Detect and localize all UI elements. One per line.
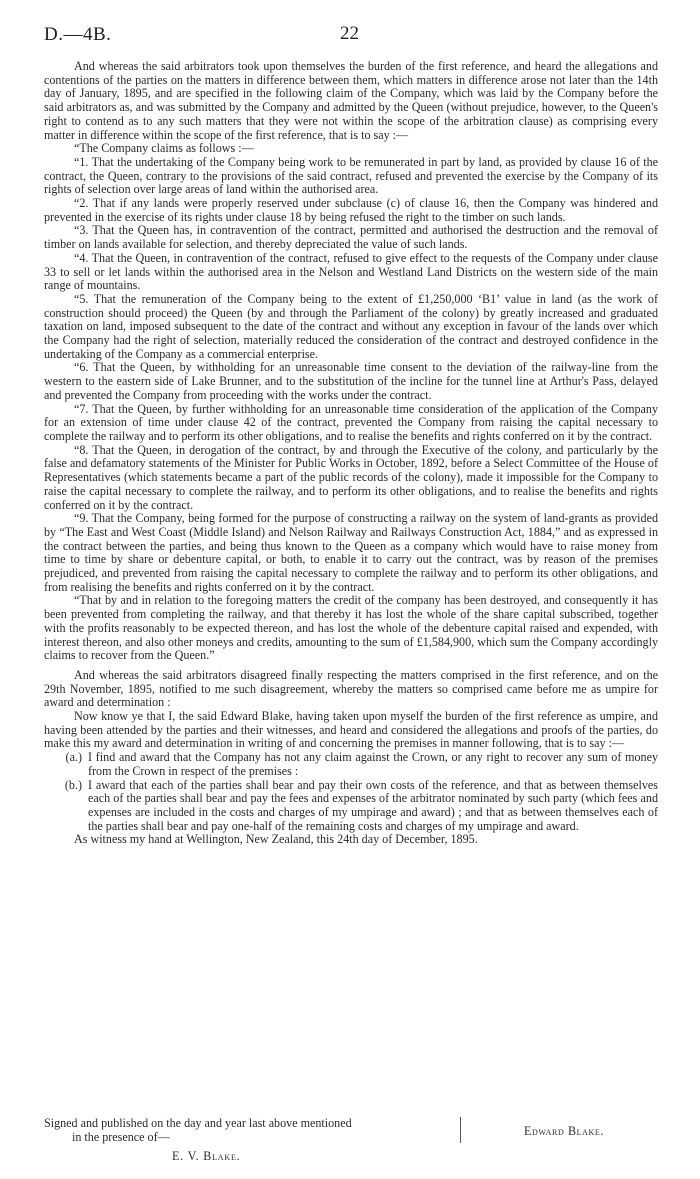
award-item-label: (a.) bbox=[65, 750, 82, 765]
witness-name: E. V. Blake. bbox=[172, 1149, 241, 1163]
document-body bbox=[44, 60, 658, 847]
paragraph-recital: And whereas the said arbitrators took upon themselves the burden of the first reference, and heard the allegations and contentions of the parties on the matters in difference between them, which matters in difference arose not later than the 14th day of January, 1895, and are specified in the following claim of the Company, which was laid by the Company before the said arbitrators as, and was submitted by the Company and admitted by the Queen (without prejudice, however, to the Queen's right to contend as to any such matters that they were not within the scope of the arbitration clause) as comprising every matter in difference within the scope of the first reference, that is to say :— bbox=[44, 59, 658, 142]
claim-8: “8. That the Queen, in derogation of the contract, by and through the Executive of the colony, and particularly by the false and defamatory statements of the Minister for Public Works in October, 1892, before a Select Committee of the House of Representatives (which statements became a part of the public records of the colony), made it impossible for the Company to raise the capital necessary to complete the railway, and to perform its other obligations, and to realise the benefits and rights conferred on it by the contract. bbox=[44, 442, 658, 512]
claims-intro: “The Company claims as follows :— bbox=[74, 141, 254, 156]
claim-3: “3. That the Queen has, in contravention of the contract, permitted and authorised the destruction and the removal of timber on lands available for selection, and thereby depreciated the value of such lands. bbox=[44, 223, 658, 252]
claim-summary: “That by and in relation to the foregoing matters the credit of the company has been destroyed, and consequently it has been prevented from completing the railway, and that thereby it has lost the whole of the share capital subscribed, together with the profits reasonably to be expected thereon, and has lost the whole of the debenture capital raised and expended, with interest thereon, and also other moneys and credits, amounting to the sum of £1,584,900, which sum the Company accordingly claims to recover from the Queen.” bbox=[44, 593, 658, 663]
page-number: 22 bbox=[340, 23, 359, 44]
claim-5: “5. That the remuneration of the Company being to the extent of £1,250,000 ‘B1’ value in land (as the work of construction should proceed) the Queen (by and through the Parliament of the colony) by greatly increased and graduated taxation on land, imposed subsequent to the date of the contract and without any exception in favour of the lands over which the Company had the right of selection, materially reduced the consideration of the contract and destroyed confidence in the undertaking of the Company as a commercial enterprise. bbox=[44, 291, 658, 361]
paragraph-award-intro: Now know ye that I, the said Edward Blake, having taken upon myself the burden of the first reference as umpire, and having been attended by the parties and their witnesses, and heard and considered the allegations and proofs of the parties, do make this my award and determination in writing of and concerning the premises in manner following, that is to say :— bbox=[44, 709, 658, 751]
brace-mark bbox=[454, 1117, 461, 1143]
award-item-text: I find and award that the Company has not any claim against the Crown, or any right to recover any sum of money from the Crown in respect of the premises : bbox=[88, 750, 658, 778]
witness-line: As witness my hand at Wellington, New Zealand, this 24th day of December, 1895. bbox=[74, 832, 478, 847]
claim-6: “6. That the Queen, by withholding for an unreasonable time consent to the deviation of the railway-line from the western to the eastern side of Lake Brunner, and to the substitution of the incline for the tunnel line at Arthur's Pass, delayed and prevented the Company from proceeding with the works under the contract. bbox=[44, 360, 658, 402]
presence-line: in the presence of— bbox=[72, 1130, 170, 1144]
signed-published-line: Signed and published on the day and year last above mentioned bbox=[44, 1116, 352, 1130]
award-item-b bbox=[44, 779, 658, 834]
claim-7: “7. That the Queen, by further withholding for an unreasonable time consideration of the application of the Company for an extension of time under clause 42 of the contract, prevented the Company from raising the capital necessary to complete the railway and to perform its other obligations, and to realise the benefits and rights conferred on it by the contract. bbox=[44, 401, 658, 443]
award-item-label: (b.) bbox=[64, 777, 82, 792]
award-item-text: I award that each of the parties shall bear and pay their own costs of the reference, and that as between themselves each of the parties shall bear and pay the fees and expenses of the arbitrator nominated by such party (which fees and expenses are included in the costs and charges of my umpirage and award) ; and that as between themselves each of the parties shall bear and pay one-half of the remaining costs and charges of my umpirage and award. bbox=[88, 777, 658, 833]
claim-4: “4. That the Queen, in contravention of the contract, refused to give effect to the requests of the Company under clause 33 to sell or let lands within the authorised area in the Nelson and Westland Land Districts on the western side of the main range of mountains. bbox=[44, 250, 658, 293]
signer-name: Edward Blake. bbox=[524, 1124, 604, 1138]
claim-2: “2. That if any lands were properly reserved under subclause (c) of clause 16, then the Company was hindered and prevented in the exercise of its rights under clause 18 by being refused the right to the timber on such lands. bbox=[44, 196, 658, 224]
claim-9: “9. That the Company, being formed for the purpose of constructing a railway on the system of land-grants as provided by “The East and West Coast (Middle Island) and Nelson Railway and Railways Construction Act, 1884,” and as expressed in the contract between the parties, and being thus known to the Queen as a company which would have to raise money from time to time by share or debenture capital, or both, to enable it to carry out the contract, was by reason of the premises prejudiced, and prevented from raising the capital necessary to complete the railway and to perform its other obligations, and from realising the benefits and rights conferred on it by the contract. bbox=[44, 511, 658, 594]
award-item-a bbox=[44, 751, 658, 778]
paragraph-disagreement: And whereas the said arbitrators disagreed finally respecting the matters comprised in the first reference, and on the 29th November, 1895, notified to me such disagreement, whereby the matters so comprised came before me as umpire for award and determination : bbox=[44, 667, 658, 710]
document-reference: D.—4B. bbox=[44, 24, 112, 45]
claim-1: “1. That the undertaking of the Company being work to be remunerated in part by land, as provided by clause 16 of the contract, the Queen, contrary to the provisions of the said contract, refused and prevented the exercise by the Company of its rights of selection over large areas of land within the authorised area. bbox=[44, 154, 658, 197]
